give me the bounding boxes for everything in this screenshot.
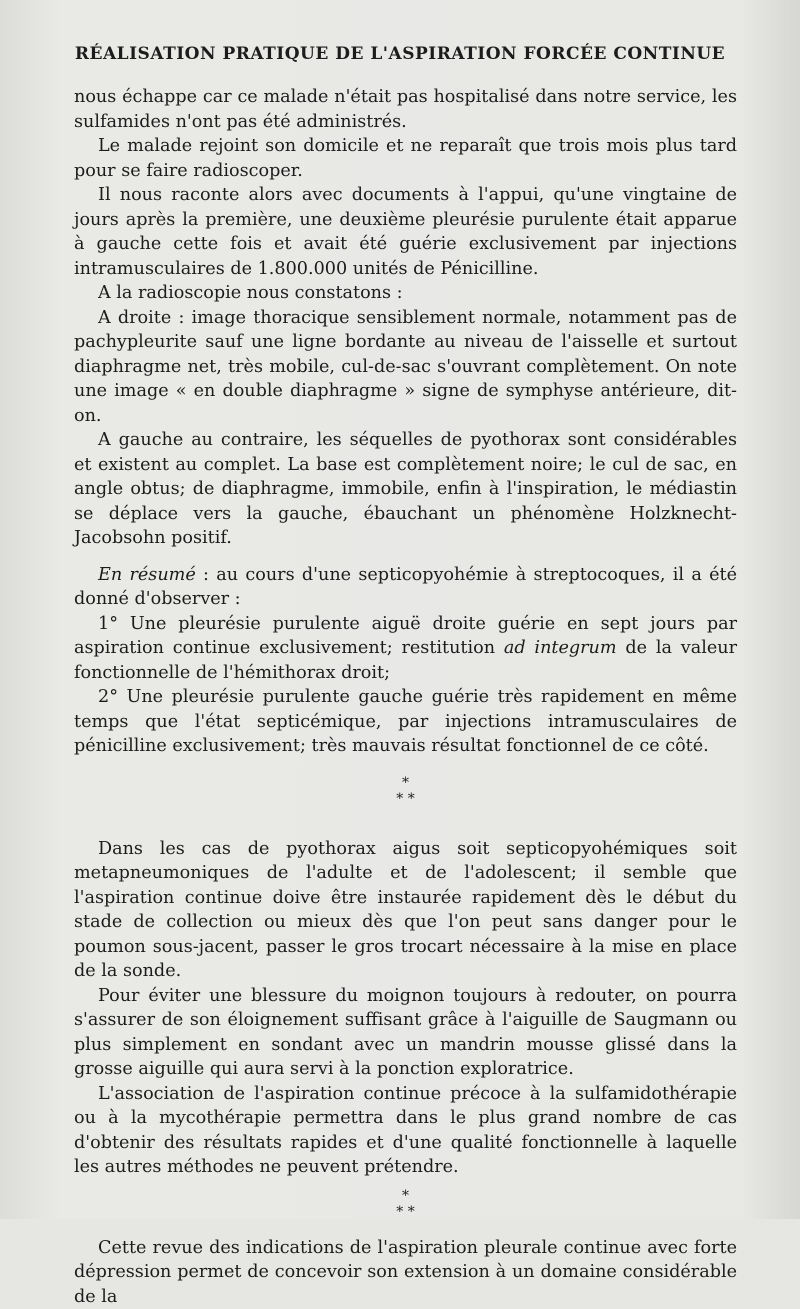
paragraph: Pour éviter une blessure du moignon toujours à redouter, on pourra s'assurer de son éloignement suffisant grâce à l'aiguille de Saugmann ou plus simplement en sondant avec un mandrin mousse glissé dans la grosse aiguille qui aura servi à la ponction exploratrice.	[74, 984, 737, 1082]
paragraph: A droite : image thoracique sensiblement normale, notamment pas de pachypleurite sauf une ligne bordante au niveau de l'aisselle et surtout diaphragme net, très mobile, cul-de-sac s'ouvrant complètement. On note une image « en double diaphragme » signe de symphyse antérieure, dit-on.	[74, 306, 737, 429]
summary-text: : au cours d'une septicopyohémie à streptocoques, il a été donné d'observer :	[74, 565, 737, 610]
summary-lead: En résumé	[98, 565, 196, 585]
running-header: RÉALISATION PRATIQUE DE L'ASPIRATION FORCÉE CONTINUE	[0, 44, 800, 64]
list-item: 1° Une pleurésie purulente aiguë droite guérie en sept jours par aspiration continue exclusivement; restitution ad integrum de la valeur fonctionnelle de l'hémithorax droit;	[74, 612, 737, 686]
section-separator: * * *	[74, 1188, 737, 1220]
paragraph: A la radioscopie nous constatons :	[74, 281, 737, 306]
section-separator: * * *	[74, 775, 737, 807]
paragraph: Cette revue des indications de l'aspiration pleurale continue avec forte dépression permet de concevoir son extension à un domaine considérable de la	[74, 1236, 737, 1309]
summary-paragraph	[74, 563, 737, 612]
list-item: 2° Une pleurésie purulente gauche guérie très rapidement en même temps que l'état septicémique, par injections intramusculaires de pénicilline exclusivement; très mauvais résultat fonctionnel de ce côté.	[74, 685, 737, 759]
latin-term: ad integrum	[504, 638, 617, 658]
paragraph: L'association de l'aspiration continue précoce à la sulfamidothérapie ou à la mycothérapie permettra dans le plus grand nombre de cas d'obtenir des résultats rapides et d'une qualité fonctionnelle à laquelle les autres méthodes ne peuvent prétendre.	[74, 1082, 737, 1180]
body-text	[74, 85, 737, 1309]
paragraph: Il nous raconte alors avec documents à l'appui, qu'une vingtaine de jours après la première, une deuxième pleurésie purulente était apparue à gauche cette fois et avait été guérie exclusivement par injections intramusculaires de 1.800.000 unités de Pénicilline.	[74, 183, 737, 281]
paragraph: Le malade rejoint son domicile et ne reparaît que trois mois plus tard pour se faire radioscoper.	[74, 134, 737, 183]
paragraph: Dans les cas de pyothorax aigus soit septicopyohémiques soit metapneumoniques de l'adulte et de l'adolescent; il semble que l'aspiration continue doive être instaurée rapidement dès le début du stade de collection ou mieux dès que l'on peut sans danger pour le poumon sous-jacent, passer le gros trocart nécessaire à la mise en place de la sonde.	[74, 837, 737, 984]
paragraph: A gauche au contraire, les séquelles de pyothorax sont considérables et existent au complet. La base est complètement noire; le cul de sac, en angle obtus; de diaphragme, immobile, enfin à l'inspiration, le médiastin se déplace vers la gauche, ébauchant un phénomène Holzknecht-Jacobsohn positif.	[74, 428, 737, 551]
paragraph: nous échappe car ce malade n'était pas hospitalisé dans notre service, les sulfamides n'ont pas été administrés.	[74, 85, 737, 134]
